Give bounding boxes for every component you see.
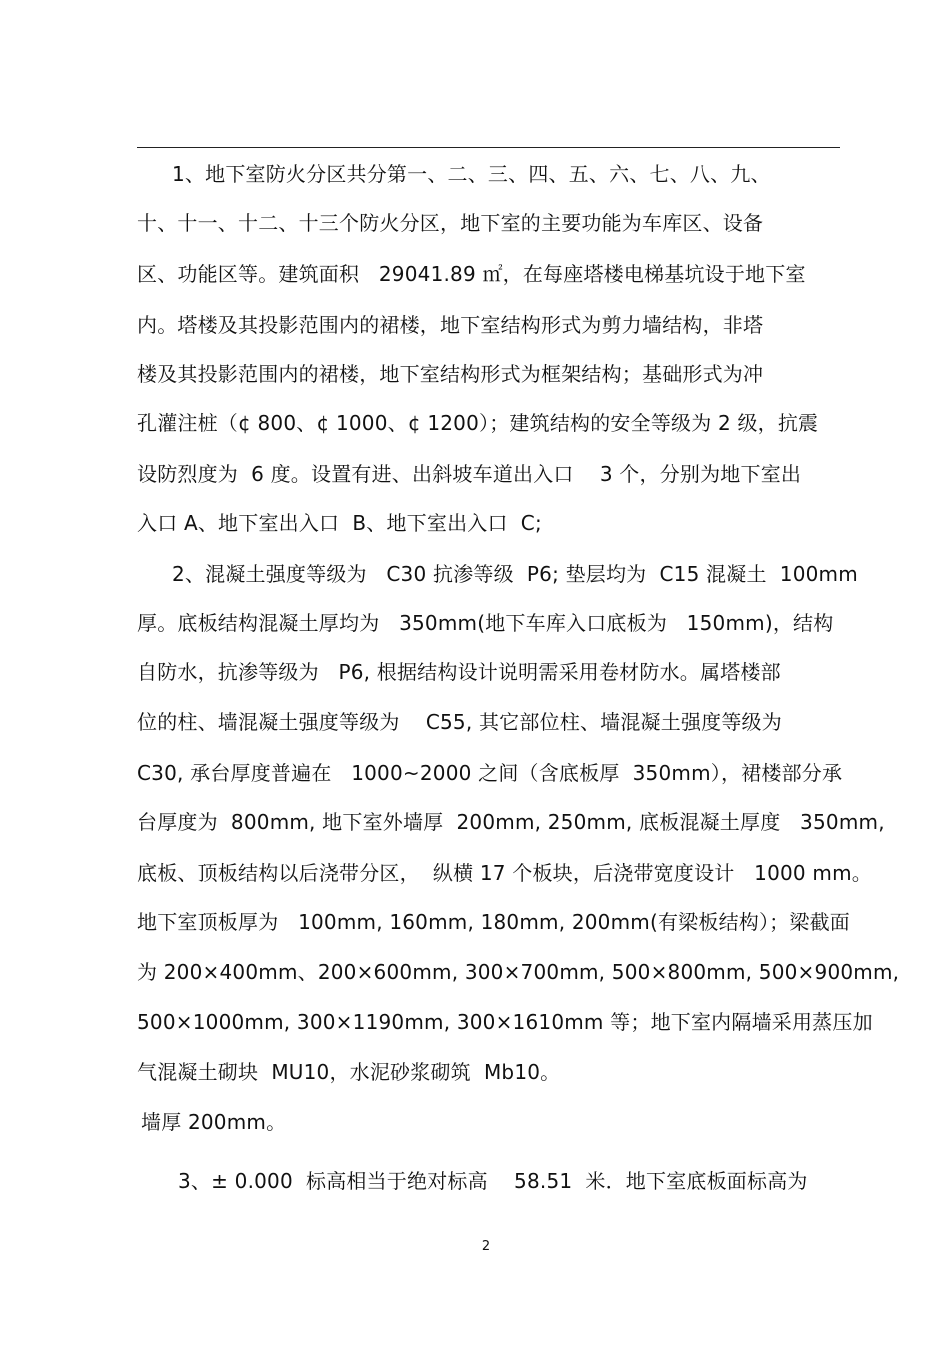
text-line: 底板、顶板结构以后浇带分区， 纵横 17 个板块，后浇带宽度设计 1000 mm。 bbox=[137, 861, 872, 885]
header-rule bbox=[137, 147, 840, 148]
text-line: 内。塔楼及其投影范围内的裙楼，地下室结构形式为剪力墙结构，非塔 bbox=[137, 313, 764, 337]
text-line: 2、混凝土强度等级为 C30 抗渗等级 P6; 垫层均为 C15 混凝土 100mm bbox=[172, 562, 858, 586]
text-line: 地下室顶板厚为 100mm, 160mm, 180mm, 200mm(有梁板结构）；梁截面 bbox=[137, 910, 850, 934]
text-line: C30, 承台厚度普遍在 1000~2000 之间（含底板厚 350mm），裙楼部分承 bbox=[137, 761, 843, 785]
text-line: 500×1000mm, 300×1190mm, 300×1610mm 等；地下室内隔墙采用蒸压加 bbox=[137, 1010, 873, 1034]
text-line: 设防烈度为 6 度。设置有进、出斜坡车道出入口 3 个，分别为地下室出 bbox=[137, 462, 802, 486]
text-line: 台厚度为 800mm, 地下室外墙厚 200mm, 250mm, 底板混凝土厚度 350mm, bbox=[137, 810, 885, 834]
text-line: 自防水，抗渗等级为 P6, 根据结构设计说明需采用卷材防水。属塔楼部 bbox=[137, 660, 781, 684]
text-line: 气混凝土砌块 MU10，水泥砂浆砌筑 Mb10。 bbox=[137, 1060, 561, 1084]
text-line: 3、± 0.000 标高相当于绝对标高 58.51 米．地下室底板面标高为 bbox=[178, 1169, 808, 1193]
text-line: 墙厚 200mm。 bbox=[141, 1110, 287, 1134]
text-line: 楼及其投影范围内的裙楼，地下室结构形式为框架结构；基础形式为冲 bbox=[137, 362, 764, 386]
text-line: 区、功能区等。建筑面积 29041.89 ㎡，在每座塔楼电梯基坑设于地下室 bbox=[137, 262, 806, 286]
text-line: 位的柱、墙混凝土强度等级为 C55, 其它部位柱、墙混凝土强度等级为 bbox=[137, 710, 782, 734]
text-line: 为 200×400mm、200×600mm, 300×700mm, 500×800mm, 500×900mm, bbox=[137, 960, 900, 984]
text-line: 1、地下室防火分区共分第一、二、三、四、五、六、七、八、九、 bbox=[172, 162, 771, 186]
text-line: 十、十一、十二、十三个防火分区，地下室的主要功能为车库区、设备 bbox=[137, 211, 764, 235]
text-line: 入口 A、地下室出入口 B、地下室出入口 C; bbox=[137, 511, 542, 535]
text-line: 厚。底板结构混凝土厚均为 350mm(地下车库入口底板为 150mm)，结构 bbox=[137, 611, 834, 635]
text-line: 孔灌注桩（¢ 800、¢ 1000、¢ 1200）；建筑结构的安全等级为 2 级，抗震 bbox=[137, 411, 819, 435]
page-number: 2 bbox=[481, 1239, 491, 1254]
